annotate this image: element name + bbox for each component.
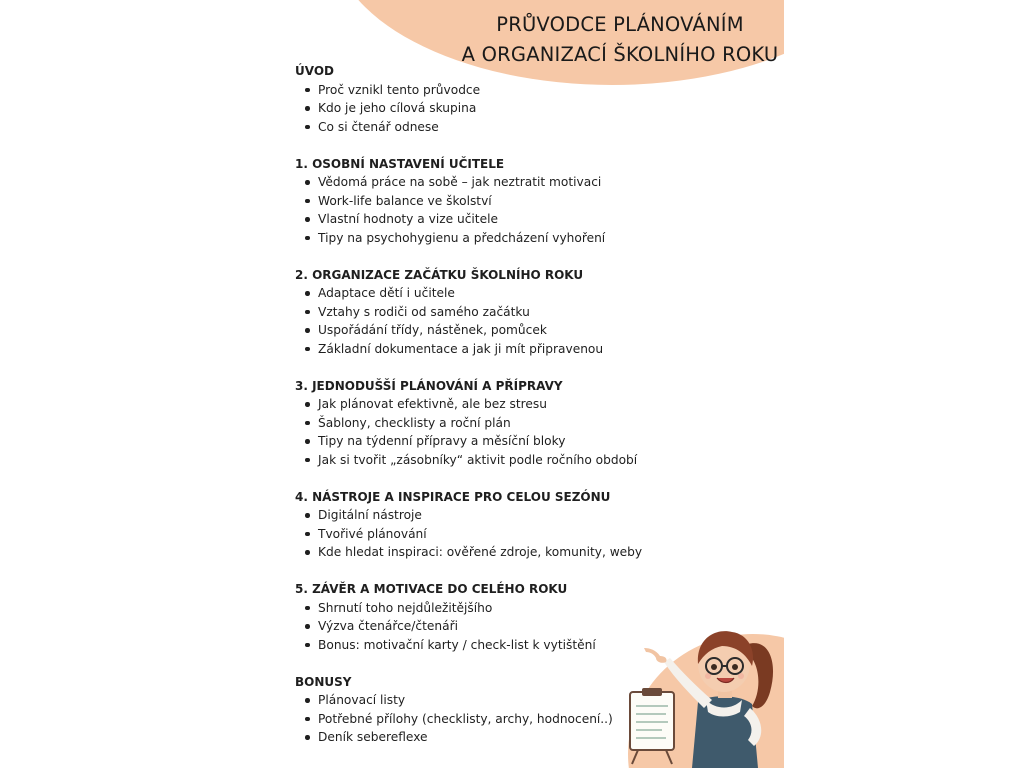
- list-item: Kdo je jeho cílová skupina: [295, 99, 635, 118]
- teacher-illustration: [620, 614, 784, 768]
- list-item: Proč vznikl tento průvodce: [295, 81, 635, 100]
- section-heading: 1. OSOBNÍ NASTAVENÍ UČITELE: [295, 156, 505, 171]
- section-heading: 3. JEDNODUŠŠÍ PLÁNOVÁNÍ A PŘÍPRAVY: [295, 378, 563, 393]
- section-list: [295, 284, 635, 358]
- list-item: Základní dokumentace a jak ji mít připravenou: [295, 340, 635, 359]
- section-0: [295, 62, 635, 136]
- list-item: Tipy na týdenní přípravy a měsíční bloky: [295, 432, 635, 451]
- list-item: Co si čtenář odnese: [295, 118, 635, 137]
- list-item: Jak si tvořit „zásobníky“ aktivit podle ročního období: [295, 451, 635, 470]
- table-of-contents: [295, 62, 643, 765]
- list-item: Vztahy s rodiči od samého začátku: [295, 303, 635, 322]
- clipboard-clip: [642, 688, 662, 696]
- document-page: [240, 0, 784, 768]
- section-5: [295, 580, 635, 654]
- section-2: [295, 266, 635, 359]
- section-list: [295, 506, 643, 562]
- section-heading: 2. ORGANIZACE ZAČÁTKU ŠKOLNÍHO ROKU: [295, 267, 584, 282]
- list-item: Plánovací listy: [295, 691, 635, 710]
- section-list: [295, 395, 638, 469]
- list-item: Digitální nástroje: [295, 506, 635, 525]
- section-1: [295, 155, 635, 248]
- section-heading: 5. ZÁVĚR A MOTIVACE DO CELÉHO ROKU: [295, 582, 568, 596]
- section-list: [295, 81, 635, 137]
- section-heading: 4. NÁSTROJE A INSPIRACE PRO CELOU SEZÓNU: [295, 489, 611, 504]
- section-list: [295, 691, 635, 747]
- clipboard-board: [630, 692, 674, 750]
- list-item: Kde hledat inspiraci: ověřené zdroje, komunity, weby: [295, 543, 635, 562]
- list-item: Uspořádání třídy, nástěnek, pomůcek: [295, 321, 635, 340]
- list-item: Shrnutí toho nejdůležitějšího: [295, 599, 635, 618]
- list-item: Jak plánovat efektivně, ale bez stresu: [295, 395, 635, 414]
- title-line-2: A ORGANIZACÍ ŠKOLNÍHO ROKU: [461, 43, 779, 66]
- list-item: Work-life balance ve školství: [295, 192, 635, 211]
- document-title: [435, 10, 784, 70]
- title-line-1: PRŮVODCE PLÁNOVÁNÍM: [496, 13, 744, 36]
- list-item: Bonus: motivační karty / check-list k vytištění: [295, 636, 635, 655]
- section-heading: BONUSY: [295, 674, 352, 689]
- dress: [692, 696, 758, 768]
- section-list: [295, 173, 635, 247]
- section-4: [295, 488, 643, 562]
- section-list: [295, 599, 635, 655]
- list-item: Vědomá práce na sobě – jak neztratit motivaci: [295, 173, 635, 192]
- list-item: Adaptace dětí i učitele: [295, 284, 635, 303]
- section-3: [295, 377, 638, 470]
- section-6: [295, 673, 635, 747]
- list-item: Potřebné přílohy (checklisty, archy, hodnocení..): [295, 710, 635, 729]
- list-item: Tipy na psychohygienu a předcházení vyhoření: [295, 229, 635, 248]
- list-item: Vlastní hodnoty a vize učitele: [295, 210, 635, 229]
- list-item: Tvořivé plánování: [295, 525, 635, 544]
- list-item: Deník sebereflexe: [295, 728, 635, 747]
- section-heading: ÚVOD: [295, 64, 334, 78]
- list-item: Výzva čtenářce/čtenáři: [295, 617, 635, 636]
- pointing-hand: [644, 648, 667, 663]
- list-item: Šablony, checklisty a roční plán: [295, 414, 635, 433]
